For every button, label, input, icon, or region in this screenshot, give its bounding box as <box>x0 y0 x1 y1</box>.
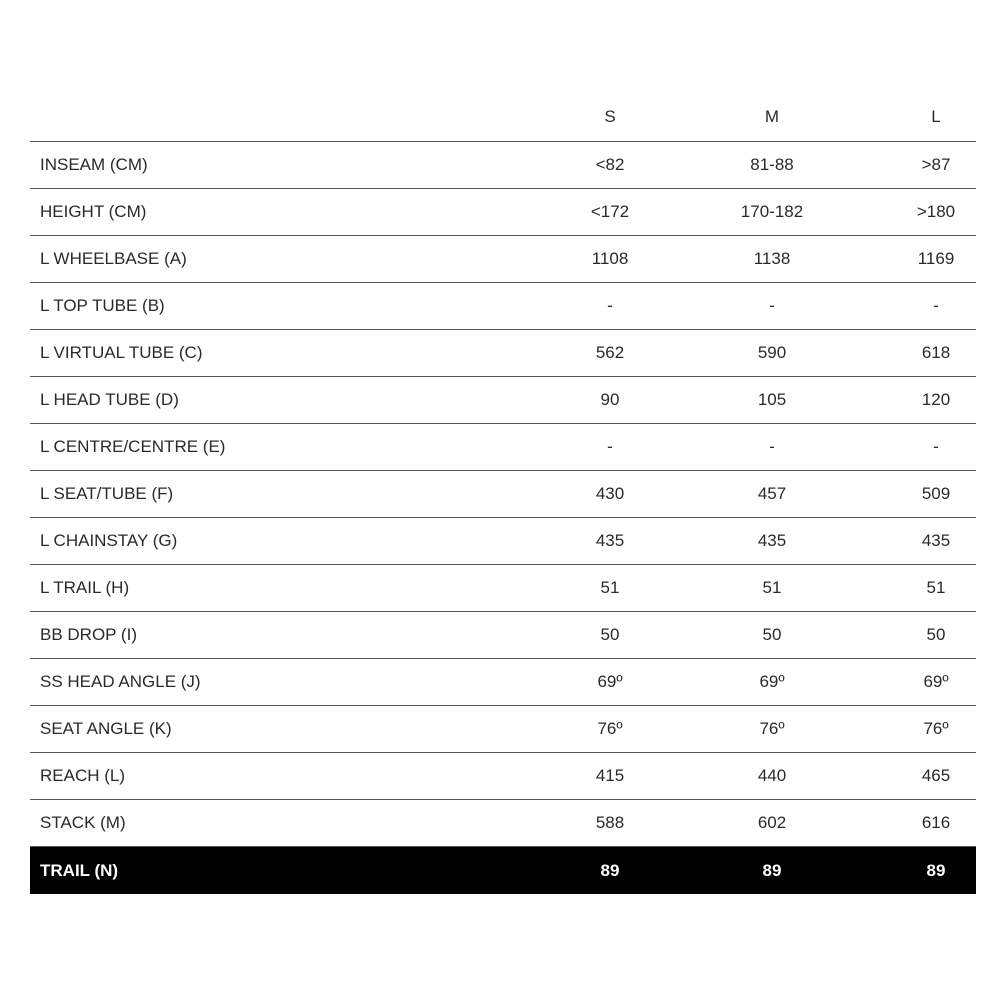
cell-s: 51 <box>600 578 620 597</box>
cell-s: 69º <box>597 672 623 691</box>
table-row <box>30 518 976 565</box>
row-label: SS HEAD ANGLE (J) <box>40 672 201 691</box>
row-label: L TRAIL (H) <box>40 578 130 597</box>
row-label: L VIRTUAL TUBE (C) <box>40 343 203 362</box>
row-label: STACK (M) <box>40 813 126 832</box>
cell-s: 76º <box>597 719 623 738</box>
row-label: SEAT ANGLE (K) <box>40 719 172 738</box>
cell-m: - <box>769 296 775 315</box>
table-row <box>30 330 976 377</box>
table-row <box>30 424 976 471</box>
cell-l: >87 <box>921 155 951 174</box>
table-row-highlighted <box>30 847 976 894</box>
table-row <box>30 471 976 518</box>
cell-l: 50 <box>926 625 946 644</box>
cell-s: <82 <box>595 155 625 174</box>
cell-m: 435 <box>757 531 787 550</box>
cell-m: 76º <box>759 719 785 738</box>
cell-l: - <box>933 437 939 456</box>
cell-m: 590 <box>757 343 787 362</box>
cell-s: 415 <box>595 766 625 785</box>
table-header <box>30 96 976 142</box>
table-row <box>30 753 976 800</box>
table-row <box>30 706 976 753</box>
table-row <box>30 283 976 330</box>
table-row <box>30 612 976 659</box>
column-header-s: S <box>604 107 616 126</box>
row-label: L HEAD TUBE (D) <box>40 390 179 409</box>
cell-m: 1138 <box>753 249 791 268</box>
cell-s: 435 <box>595 531 625 550</box>
cell-l: >180 <box>916 202 956 221</box>
cell-m: 50 <box>762 625 782 644</box>
cell-l: 435 <box>921 531 951 550</box>
cell-l: 120 <box>921 390 951 409</box>
table-row <box>30 236 976 283</box>
cell-s: 1108 <box>591 249 629 268</box>
cell-s: 430 <box>595 484 625 503</box>
column-header-m: M <box>764 107 780 126</box>
row-label: L SEAT/TUBE (F) <box>40 484 174 503</box>
column-header-l: L <box>931 107 941 126</box>
row-label: HEIGHT (CM) <box>40 202 147 221</box>
cell-m: 602 <box>757 813 787 832</box>
row-label: REACH (L) <box>40 766 126 785</box>
table-row <box>30 800 976 847</box>
cell-m: 89 <box>762 860 782 880</box>
cell-l: 69º <box>923 672 949 691</box>
row-label: L WHEELBASE (A) <box>40 249 187 268</box>
cell-s: - <box>607 296 613 315</box>
row-label: L CHAINSTAY (G) <box>40 531 178 550</box>
cell-s: 588 <box>595 813 625 832</box>
cell-l: - <box>933 296 939 315</box>
cell-m: 105 <box>757 390 787 409</box>
cell-l: 509 <box>921 484 951 503</box>
cell-m: 457 <box>757 484 787 503</box>
cell-s: - <box>607 437 613 456</box>
cell-l: 76º <box>923 719 949 738</box>
row-label: BB DROP (I) <box>40 625 137 644</box>
table-row <box>30 377 976 424</box>
geometry-table <box>30 96 976 894</box>
row-label: TRAIL (N) <box>40 860 119 880</box>
cell-l: 618 <box>921 343 951 362</box>
table-row <box>30 565 976 612</box>
cell-l: 1169 <box>917 249 955 268</box>
row-label: INSEAM (CM) <box>40 155 148 174</box>
cell-m: 440 <box>757 766 787 785</box>
cell-l: 51 <box>926 578 946 597</box>
cell-m: 69º <box>759 672 785 691</box>
cell-m: - <box>769 437 775 456</box>
cell-s: 90 <box>600 390 620 409</box>
table-row <box>30 142 976 189</box>
cell-s: 562 <box>595 343 625 362</box>
cell-s: <172 <box>590 202 630 221</box>
cell-l: 89 <box>926 860 946 880</box>
cell-m: 51 <box>762 578 782 597</box>
row-label: L TOP TUBE (B) <box>40 296 165 315</box>
table-row <box>30 189 976 236</box>
cell-m: 81-88 <box>750 155 794 174</box>
cell-l: 465 <box>921 766 951 785</box>
cell-m: 170-182 <box>740 202 804 221</box>
cell-l: 616 <box>921 813 951 832</box>
table-row <box>30 659 976 706</box>
cell-s: 89 <box>600 860 620 880</box>
row-label: L CENTRE/CENTRE (E) <box>40 437 226 456</box>
cell-s: 50 <box>600 625 620 644</box>
